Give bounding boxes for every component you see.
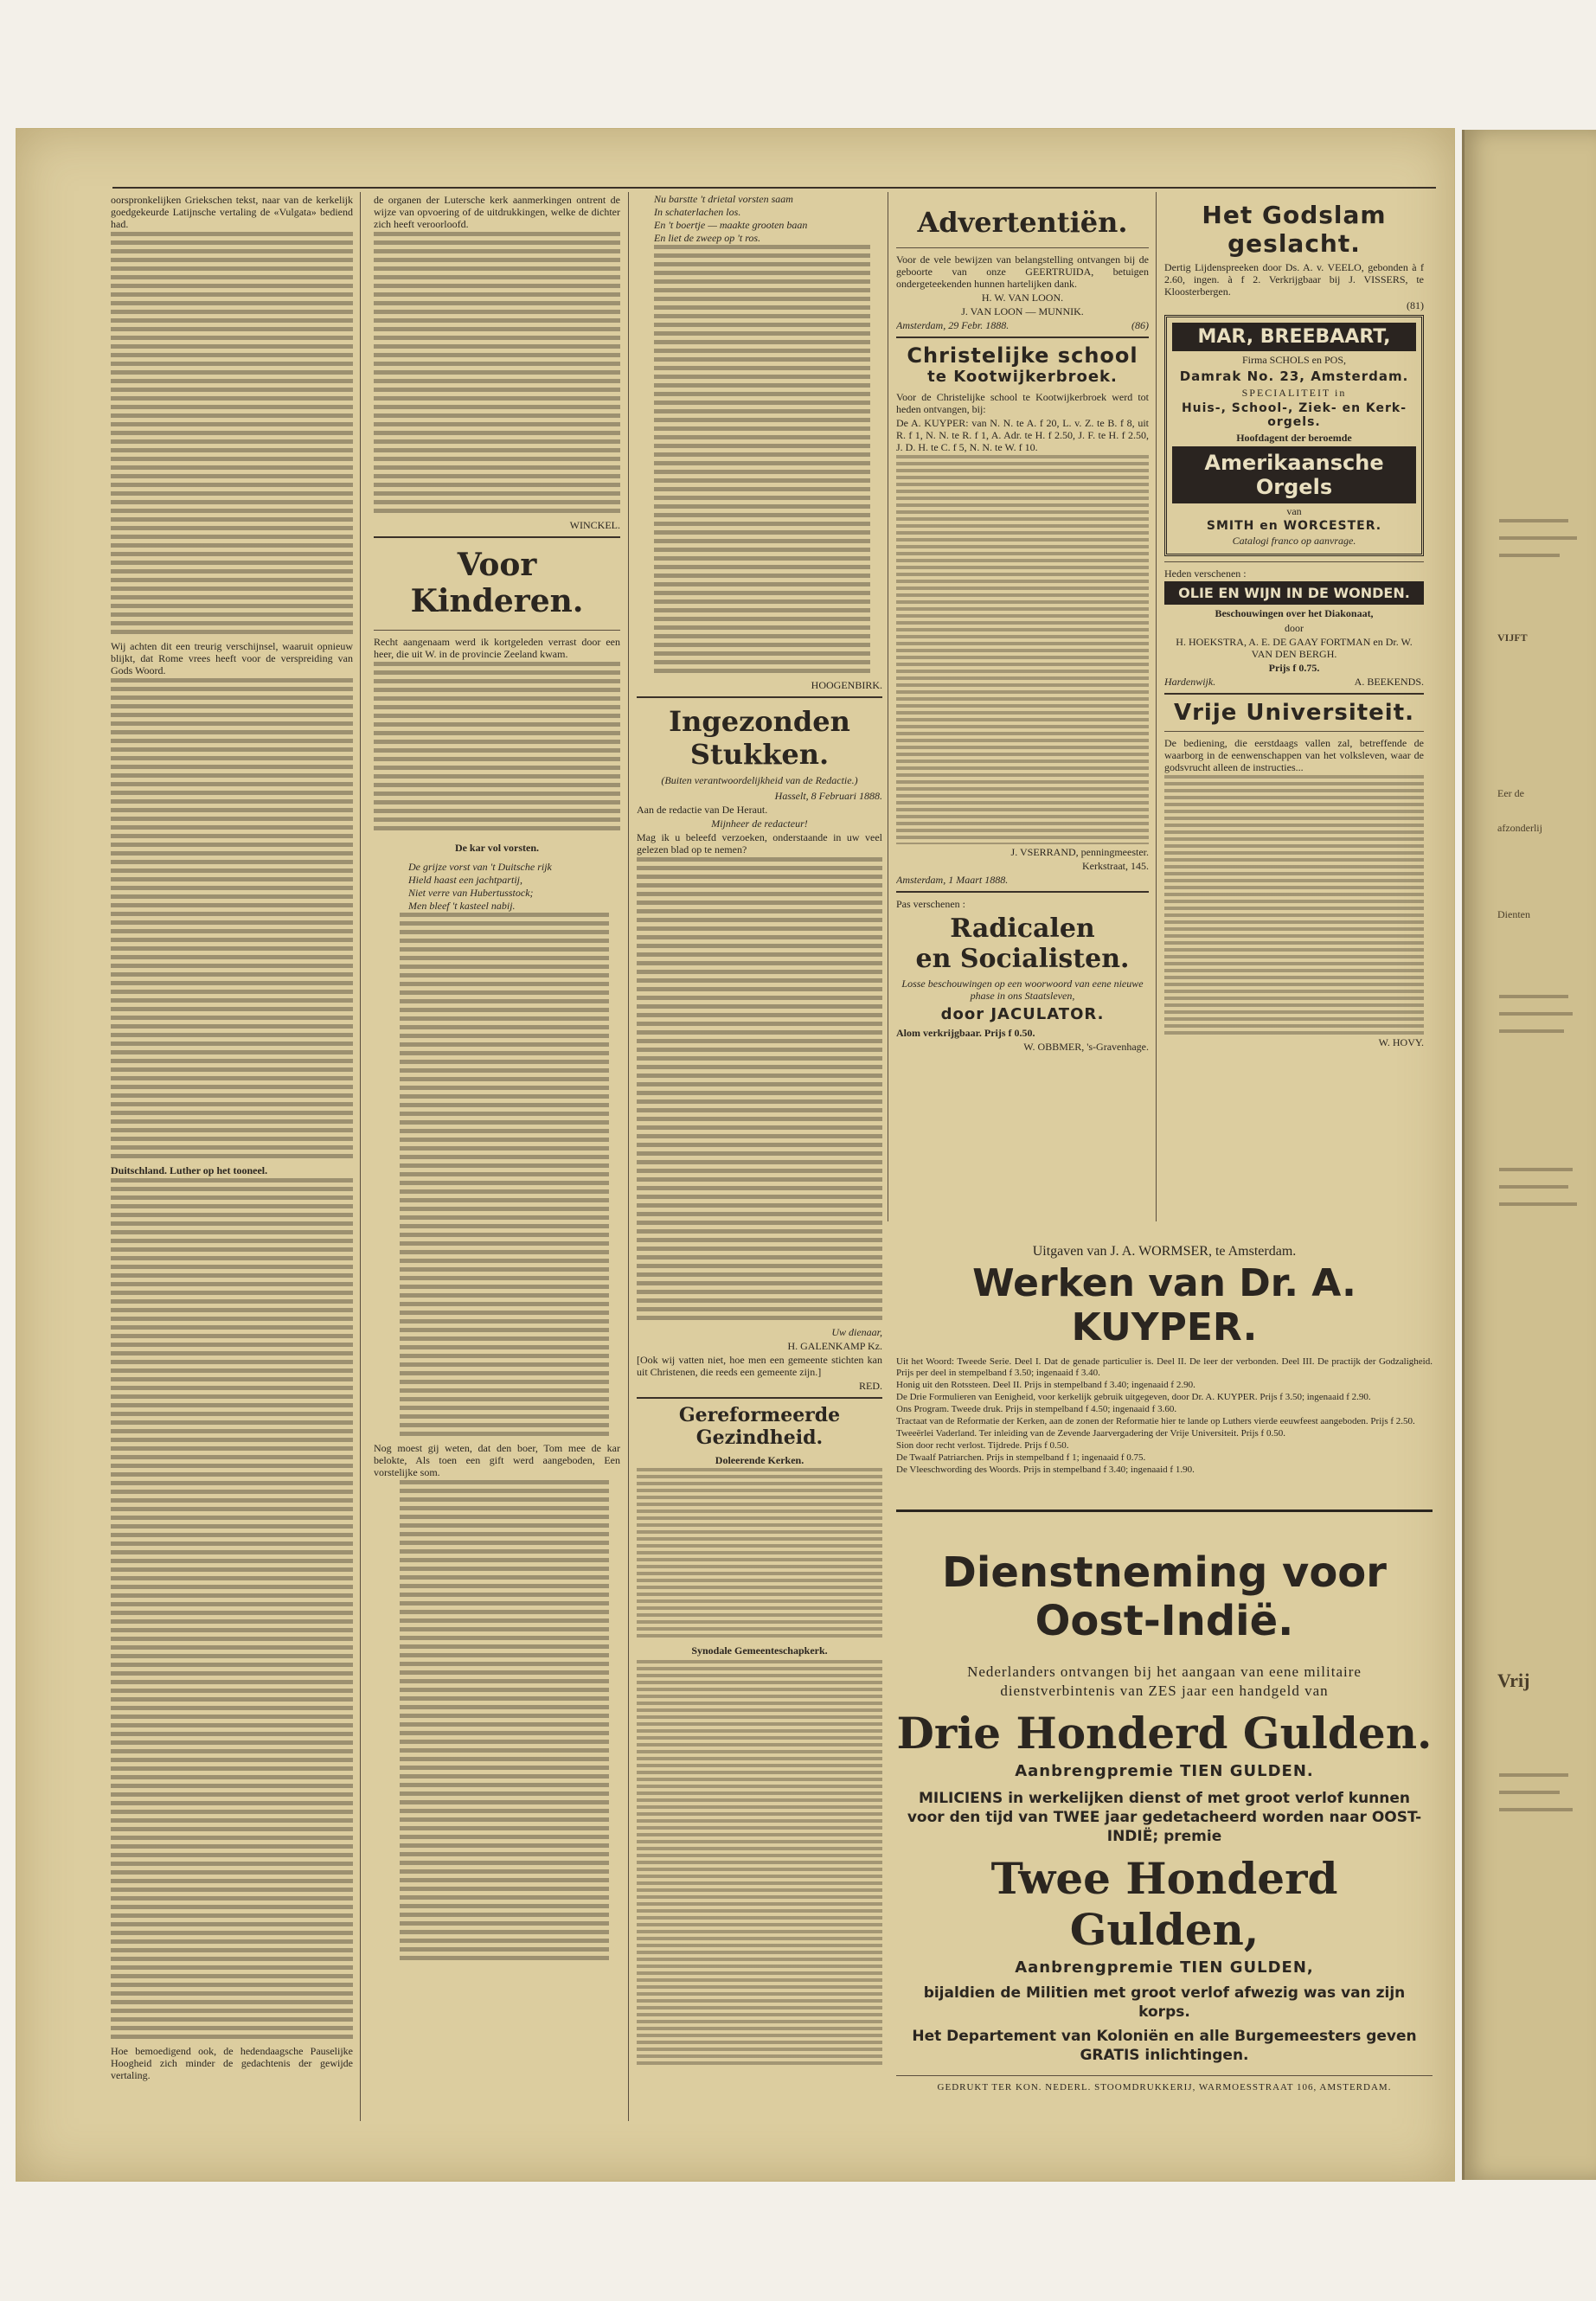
letter-address: Aan de redactie van De Heraut.	[637, 804, 768, 816]
book-entry: Tweeërlei Vaderland. Ter inleiding van de Zevende Jaarvergadering der Vrije Universiteit. Prijs f 0.50.	[896, 1428, 1285, 1439]
poem-continuation	[637, 193, 882, 244]
book-subtitle: Beschouwingen over het Diakonaat,	[1215, 607, 1374, 619]
editor-signature: RED.	[859, 1380, 882, 1392]
article-text: Recht aangenaam werd ik kortgeleden verrast door een heer, die uit W. in de provincie Zeeland kwam.	[374, 636, 620, 660]
article-body	[374, 662, 620, 835]
publisher-label: Uitgaven van J. A. WORMSER, te Amsterdam.	[1032, 1246, 1297, 1259]
notice-date: Amsterdam, 29 Febr. 1888.	[896, 319, 1010, 331]
poem-line: En liet de zweep op 't ros.	[654, 232, 761, 244]
letter-text: Mag ik u beleefd verzoeken, onderstaande in uw veel gelezen blad op te nemen?	[637, 831, 882, 856]
column-4	[896, 192, 1149, 1221]
notice-footer	[896, 319, 1149, 331]
editor-note: [Ook wij vatten niet, hoe men een gemeente stichten kan uit Christenen, die reeds een gemeente zijn.]	[637, 1354, 882, 1378]
next-page-snippet: VIJFT	[1497, 631, 1528, 644]
next-page-snippet: Eer de	[1497, 787, 1524, 799]
footer-rule	[896, 2075, 1433, 2076]
book-title: en Socialisten.	[915, 944, 1130, 974]
column-divider	[628, 192, 629, 2121]
book-subtitle: Losse beschouwingen op een woorwoord van eene nieuwe phase in ons Staatsleven,	[901, 977, 1144, 1002]
column-5	[1164, 192, 1424, 1221]
subsection-title: Synodale Gemeenteschapkerk.	[691, 1644, 828, 1657]
poem-body	[654, 245, 870, 677]
section-rule	[374, 536, 620, 538]
vu-body	[1164, 775, 1424, 1035]
article-body	[111, 1178, 353, 2043]
section-rule	[637, 696, 882, 698]
ad-amount: Drie Honderd Gulden.	[896, 1708, 1433, 1759]
organ-ad-address: Damrak No. 23, Amsterdam.	[1179, 369, 1409, 384]
article-text: oorspronkelijken Griekschen tekst, naar van de kerkelijk goedgekeurde Latijnsche vertaling de «Vulgata» bediend had.	[111, 194, 353, 230]
ad-premium: Aanbrengpremie TIEN GULDEN.	[1015, 1762, 1314, 1780]
organ-ad-brand: Amerikaansche Orgels	[1172, 446, 1416, 503]
donor-list-body	[896, 455, 1149, 844]
ad-text: De bediening, die eerstdaags vallen zal, betreffende de waarborg in de eenwenschappen van het volksleven, waar de godsvrucht alleen de instructies...	[1164, 737, 1424, 773]
letter-closing: Uw dienaar,	[831, 1326, 882, 1338]
section-title: Ingezonden Stukken.	[669, 705, 850, 771]
poem-line: Men bleef 't kasteel nabij.	[408, 900, 516, 912]
poem-line: De grijze vorst van 't Duitsche rijk	[408, 861, 552, 873]
next-page-snippet: Dienten	[1497, 908, 1530, 920]
section-note: (Buiten verantwoordelijkheid van de Redactie.)	[661, 774, 858, 786]
book-footer	[1164, 676, 1424, 688]
next-page-snippet: afzonderlij	[1497, 822, 1542, 834]
ad-code: (81)	[1407, 299, 1424, 311]
book-price: Prijs f 0.75.	[1268, 662, 1320, 674]
organ-ad-firm: Firma SCHOLS en POS,	[1241, 354, 1347, 366]
ad-text: Voor de Christelijke school te Kootwijkerbroek werd tot heden ontvangen, bij:	[896, 391, 1149, 415]
ad-title: Christelijke school	[907, 343, 1138, 368]
organ-ad	[1164, 315, 1424, 556]
book-title-band: OLIE EN WIJN IN DE WONDEN.	[1164, 581, 1424, 605]
book-title: Radicalen	[950, 913, 1095, 944]
poem-signature: HOOGENBIRK.	[811, 679, 882, 691]
ad-text: Dertig Lijdenspreeken door Ds. A. v. VEELO, gebonden à f 2.60, ingen. à f 2. Verkrijgbaar bij J. VISSERS, te Kloosterbergen.	[1164, 261, 1424, 298]
poem-line: Niet verre van Hubertusstock;	[408, 887, 534, 899]
poem-line: Hield haast een jachtpartij,	[408, 874, 522, 886]
letter-signer: H. GALENKAMP Kz.	[787, 1340, 882, 1352]
organ-ad-maker: SMITH en WORCESTER.	[1206, 519, 1382, 533]
ad-text: Het Departement van Koloniën en alle Burgemeesters geven GRATIS inlichtingen.	[912, 2028, 1417, 2064]
poem-title: De kar vol vorsten.	[454, 842, 540, 854]
article-signature: WINCKEL.	[569, 519, 620, 531]
poem-line: In schaterlachen los.	[654, 206, 741, 218]
section-rule	[374, 630, 620, 631]
recruitment-ad	[896, 1531, 1433, 2119]
church-news	[637, 1468, 882, 1641]
book-entry: Sion door recht verlost. Tijdrede. Prijs f 0.50.	[896, 1440, 1069, 1451]
letter-body	[637, 857, 882, 1324]
section-rule	[896, 891, 1149, 893]
column-2	[374, 192, 620, 2104]
ad-premium: Aanbrengpremie TIEN GULDEN,	[1015, 1958, 1314, 1977]
donor-list: De A. KUYPER: van N. N. te A. f 20, L. v. Z. te B. f 8, uit R. f 1, N. N. te R. f 1, A. Adr. te H. f 2.50, J. F. te H. f 2.50, J. D. H. te C. f 5, N. N. te W. f 10.	[896, 417, 1149, 453]
ad-text: MILICIENS in werkelijken dienst of met groot verlof kunnen voor den tijd van TWEE jaar gedetacheerd worden naar OOST-INDIË; premie	[907, 1790, 1422, 1845]
book-author: door JACULATOR.	[940, 1005, 1105, 1023]
poem-opening	[374, 861, 620, 912]
kuyper-ad	[896, 1246, 1433, 1497]
subsection-title: Doleerende Kerken.	[715, 1454, 804, 1466]
book-seller: A. BEEKENDS.	[1354, 676, 1424, 688]
organ-ad-van: van	[1286, 505, 1302, 517]
church-news	[637, 1660, 882, 2067]
section-subheading: Duitschland. Luther op het tooneel.	[111, 1164, 268, 1176]
section-rule	[1164, 693, 1424, 695]
column-3	[637, 192, 882, 2104]
ad-headline: Werken van Dr. A. KUYPER.	[972, 1261, 1356, 1349]
book-authors: H. HOEKSTRA, A. E. DE GAAY FORTMAN en Dr. W. VAN DEN BERGH.	[1176, 636, 1413, 660]
ad-label: Heden verschenen :	[1164, 567, 1247, 580]
column-1	[111, 192, 353, 2104]
book-price: Alom verkrijgbaar. Prijs f 0.50.	[896, 1027, 1035, 1039]
book-entry: Honig uit den Rotssteen. Deel II. Prijs in stempelband f 3.40; ingenaaid f 2.90.	[896, 1380, 1195, 1390]
article-body	[111, 232, 353, 638]
book-entry: Ons Program. Tweede druk. Prijs in stempelband f 4.50; ingenaaid f 3.60.	[896, 1404, 1177, 1414]
treasurer-address: Kerkstraat, 145.	[1082, 860, 1149, 872]
section-title: Gereformeerde Gezindheid.	[678, 1404, 841, 1449]
letter-salutation: Mijnheer de redacteur!	[711, 817, 808, 830]
ad-headline: Dienstneming voor Oost-Indië.	[942, 1548, 1387, 1645]
ad-title: te Kootwijkerbroek.	[927, 368, 1118, 386]
book-entry: De Twaalf Patriarchen. Prijs in stempelband f 1; ingenaaid f 0.75.	[896, 1452, 1146, 1463]
birth-notice: Voor de vele bewijzen van belangstelling ontvangen bij de geboorte van onze GEERTRUIDA, betuigen ondergeteekenden hunnen hartelijken dank.	[896, 253, 1149, 290]
article-text: de organen der Lutersche kerk aanmerkingen ontrent de wijze van opvoering of de uitdrukkingen, welke de dichter zich heeft veroorloofd.	[374, 194, 620, 230]
ad-label: Pas verschenen :	[896, 898, 965, 910]
organ-ad-spec: SPECIALITEIT in	[1241, 387, 1347, 399]
poem-body	[400, 913, 609, 1440]
ad-text: bijaldien de Militien met groot verlof afwezig was van zijn korps.	[923, 1984, 1406, 2021]
section-rule	[1164, 731, 1424, 732]
vu-signature: W. HOVY.	[1378, 1036, 1424, 1048]
book-entry: Tractaat van de Reformatie der Kerken, aan de zonen der Reformatie hier te lande op Luthers vierde eeuwfeest aangeboden. Prijs f 2.50.	[896, 1416, 1415, 1426]
book-entry: De Drie Formulieren van Eenigheid, voor kerkelijk gebruik uitgegeven, door Dr. A. KUYPER. Prijs f 3.50; ingenaaid f 2.90.	[896, 1392, 1371, 1402]
ad-title: Vrije Universiteit.	[1173, 700, 1415, 726]
column-divider	[360, 192, 361, 2121]
column-divider	[1156, 192, 1157, 1221]
ad-amount: Twee Honderd Gulden,	[990, 1853, 1338, 1955]
ad-title: Het Godslam geslacht.	[1202, 201, 1387, 258]
adjacent-page-edge	[1462, 130, 1596, 2180]
ad-text: Nederlanders ontvangen bij het aangaan van eene militaire dienstverbintenis van ZES jaar een handgeld van	[967, 1663, 1362, 1699]
book-publisher: W. OBBMER, 's-Gravenhage.	[1023, 1041, 1149, 1053]
book-entry: De Vleeschwording des Woords. Prijs in stempelband f 3.40; ingenaaid f 1.90.	[896, 1465, 1195, 1475]
article-body	[374, 232, 620, 517]
masthead-rule	[112, 187, 1436, 189]
section-rule	[896, 336, 1149, 338]
organ-ad-kinds: Huis-, School-, Ziek- en Kerk-orgels.	[1181, 401, 1407, 429]
section-title: Advertentiën.	[917, 206, 1128, 239]
book-entry: Uit het Woord: Tweede Serie. Deel I. Dat de genade particulier is. Deel II. De leer der verbonden. Deel III. De practijk der Godzaligheid. Prijs per deel in stempelband f 3.50; ingenaaid f 3.40.	[896, 1356, 1433, 1378]
treasurer: J. VSERRAND, penningmeester.	[1010, 846, 1149, 858]
poem-text: Nog moest gij weten, dat den boer, Tom mee de kar belokte, Als toen een gift werd aangeboden, Een vorstelijke som.	[374, 1442, 620, 1478]
book-place: Hardenwijk.	[1164, 676, 1216, 688]
printer-footer: GEDRUKT TER KON. NEDERL. STOOMDRUKKERIJ, WARMOESSTRAAT 106, AMSTERDAM.	[937, 2082, 1392, 2093]
section-rule	[1164, 561, 1424, 562]
poem-body	[400, 1480, 609, 1965]
organ-ad-catalog: Catalogi franco op aanvrage.	[1232, 535, 1356, 547]
notice-signer: J. VAN LOON — MUNNIK.	[961, 305, 1084, 317]
notice-signer: H. W. VAN LOON.	[981, 292, 1064, 304]
section-title: Voor Kinderen.	[410, 547, 584, 619]
section-rule	[896, 247, 1149, 248]
organ-ad-name: MAR, BREEBAART,	[1172, 323, 1416, 351]
book-door: door	[1285, 622, 1304, 634]
poem-line: Nu barstte 't drietal vorsten saam	[654, 193, 793, 205]
article-text: Hoe bemoedigend ook, de hedendaagsche Pauselijke Hoogheid zich minder de gedachtenis der gewijde vertaling.	[111, 2045, 353, 2081]
notice-code: (86)	[1131, 319, 1149, 331]
next-page-snippet: Vrij	[1497, 1670, 1530, 1691]
poem-line: En 't boertje — maakte grooten baan	[654, 219, 808, 231]
article-text: Wij achten dit een treurig verschijnsel, waaruit opnieuw blijkt, dat Rome vrees heeft voor de verspreiding van Gods Woord.	[111, 640, 353, 676]
treasurer-date: Amsterdam, 1 Maart 1888.	[896, 874, 1009, 886]
section-rule	[637, 1397, 882, 1399]
section-rule	[896, 1509, 1433, 1512]
article-body	[111, 678, 353, 1163]
letter-dateline: Hasselt, 8 Februari 1888.	[774, 790, 882, 802]
organ-ad-agent: Hoofdagent der beroemde	[1236, 432, 1352, 444]
